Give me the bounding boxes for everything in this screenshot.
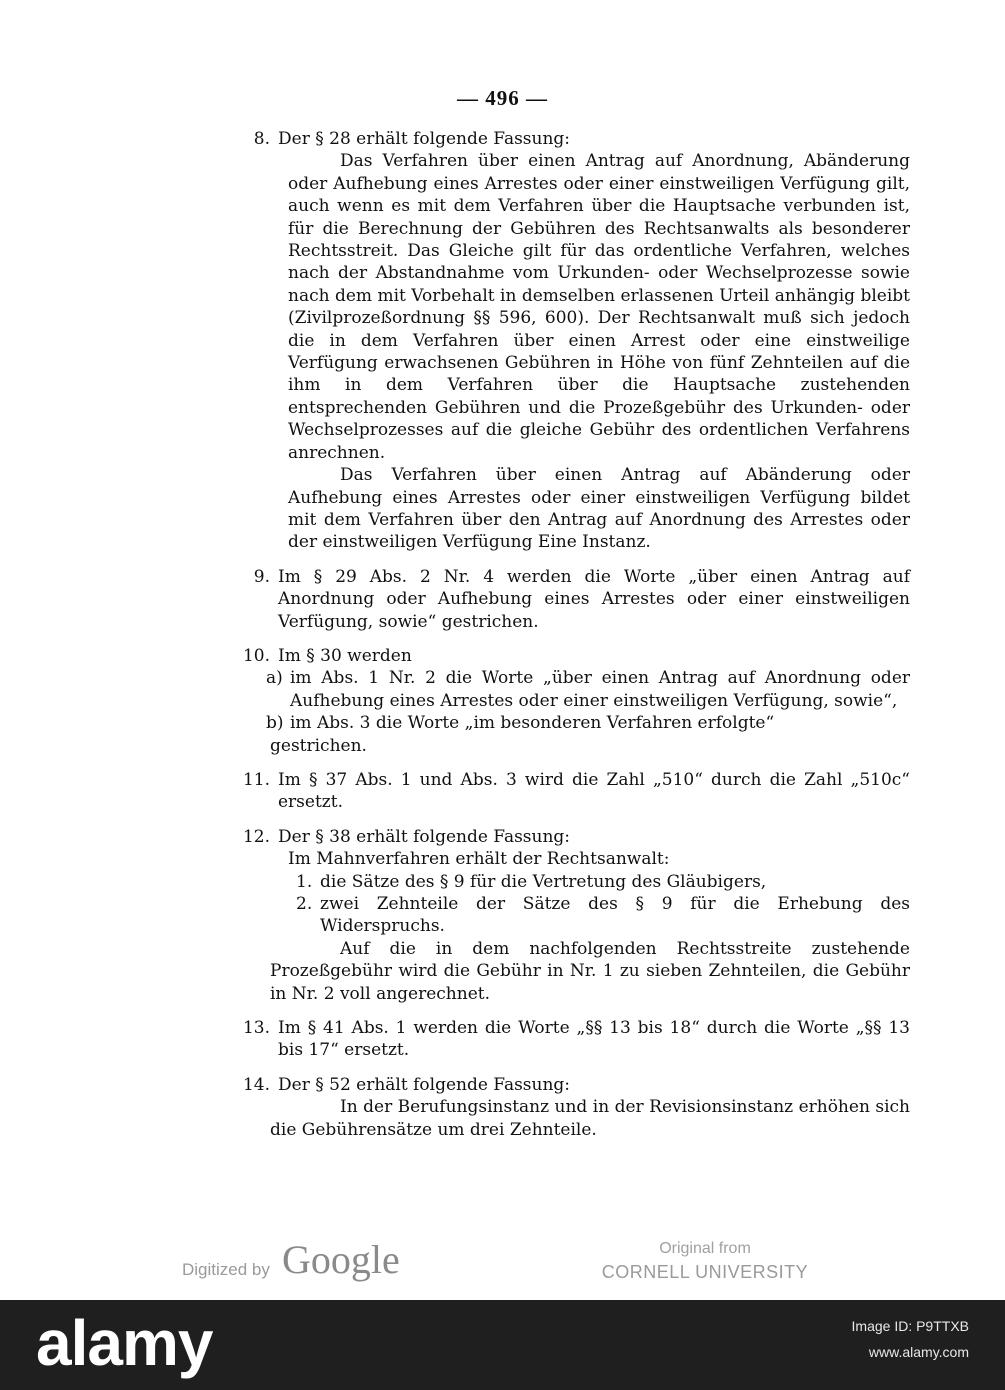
sub-item-b [226, 712, 910, 734]
paragraph: In der Berufungsinstanz und in der Revisionsinstanz erhöhen sich die Gebührensätze um drei Zehnteile. [270, 1097, 910, 1140]
item-heading: Im § 30 werden [278, 645, 412, 666]
sub-list [226, 871, 910, 938]
image-id: Image ID: P9TTXB [851, 1318, 969, 1334]
google-logo: Google [282, 1237, 400, 1282]
sub-item-a [226, 667, 910, 712]
sub-label: 2. [296, 894, 313, 914]
sub-text: zwei Zehnteile der Sätze des § 9 für die Erhebung des Widerspruchs. [320, 894, 910, 937]
page-number: — 496 — [457, 86, 548, 110]
sub-text: im Abs. 3 die Worte „im besonderen Verfahren erfolgte“ [290, 713, 775, 734]
item-heading: Der § 38 erhält folgende Fassung: [278, 826, 571, 847]
item-13 [226, 1017, 910, 1062]
sub-item-2 [296, 893, 910, 938]
item-heading: Der § 28 erhält folgende Fassung: [278, 129, 571, 149]
item-text: Im § 41 Abs. 1 werden die Worte „§§ 13 bis 18“ durch die Worte „§§ 13 bis 17“ ersetzt. [278, 1018, 910, 1061]
item-text: Im § 37 Abs. 1 und Abs. 3 wird die Zahl „510“ durch die Zahl „510c“ ersetzt. [278, 769, 910, 813]
sub-label: 1. [296, 871, 313, 892]
item-text: Im § 29 Abs. 2 Nr. 4 werden die Worte „über einen Antrag auf Anordnung oder Aufhebung eines Arrestes oder einer einstweiligen Verfügung, sowie“ gestrichen. [278, 566, 910, 632]
original-from-label: Original from [659, 1240, 751, 1257]
item-number: 9. [253, 566, 270, 587]
sub-item-1 [296, 871, 910, 893]
item-number: 14. [242, 1074, 270, 1095]
watermark-banner [0, 1300, 1005, 1390]
item-number: 8. [253, 129, 270, 149]
item-10 [226, 645, 910, 757]
item-number: 12. [242, 826, 270, 847]
university-label: CORNELL UNIVERSITY [601, 1262, 809, 1282]
paragraph: Das Verfahren über einen Antrag auf Anordnung, Abänderung oder Aufhebung eines Arrestes oder einer einstweiligen Verfügung gilt, auch wenn es mit dem Verfahren über die Hauptsache verbunden ist, für die Berechnung der Gebühren des Rechtsanwalts als besonderer Rechtsstreit. Das Gleiche gilt für das ordentliche Verfahren, welches nach der Abstandnahme vom Urkunden- oder Wechselprozesse sowie nach dem mit Vorbehalt in demselben erlassenen Urteil anhängig bleibt (Zivilprozeßordnung §§ 596, 600). Der Rechtsanwalt muß sich jedoch die in dem Verfahren über einen Arrest oder eine einstweilige Verfügung erwachsenen Gebühren in Höhe von fünf Zehnteilen auf die ihm in dem Verfahren über die Hauptsache zustehenden entsprechenden Gebühren und die Prozeßgebühr des Urkunden- oder Wechselprozesses auf die gleiche Gebühr des ordentlichen Verfahrens anrechnen. [288, 151, 910, 463]
item-11 [226, 769, 910, 814]
digitization-footer [0, 1234, 1005, 1298]
alamy-logo: alamy [36, 1307, 213, 1379]
page-body [226, 128, 910, 1153]
item-tail: gestrichen. [270, 735, 367, 756]
paragraph: Auf die in dem nachfolgenden Rechtsstreite zustehende Prozeßgebühr wird die Gebühr in Nr. 1 zu sieben Zehnteilen, die Gebühr in Nr. 2 voll angerechnet. [270, 938, 910, 1004]
item-9 [226, 566, 910, 633]
item-number: 10. [242, 645, 270, 666]
sub-text: die Sätze des § 9 für die Vertretung des Gläubigers, [320, 871, 767, 892]
paragraph: Das Verfahren über einen Antrag auf Abänderung oder Aufhebung eines Arrestes oder einer einstweiligen Verfügung bildet mit dem Verfahren über den Antrag auf Anordnung des Arrestes oder der einstweiligen Verfügung Eine Instanz. [288, 465, 910, 553]
digitized-by-label: Digitized by [182, 1260, 270, 1279]
item-number: 11. [242, 769, 270, 790]
sub-label: a) [266, 668, 283, 689]
site-url: www.alamy.com [868, 1344, 969, 1360]
item-14 [226, 1074, 910, 1141]
item-heading: Der § 52 erhält folgende Fassung: [278, 1074, 571, 1095]
item-intro: Im Mahnverfahren erhält der Rechtsanwalt: [288, 849, 670, 870]
sub-text: im Abs. 1 Nr. 2 die Worte „über einen Antrag auf Anordnung oder Aufhebung eines Arrestes oder einer einstweiligen Verfügung, sowie“, [290, 668, 910, 711]
item-8 [226, 128, 910, 554]
sub-label: b) [266, 713, 284, 734]
item-12 [226, 826, 910, 1005]
item-number: 13. [242, 1018, 270, 1039]
